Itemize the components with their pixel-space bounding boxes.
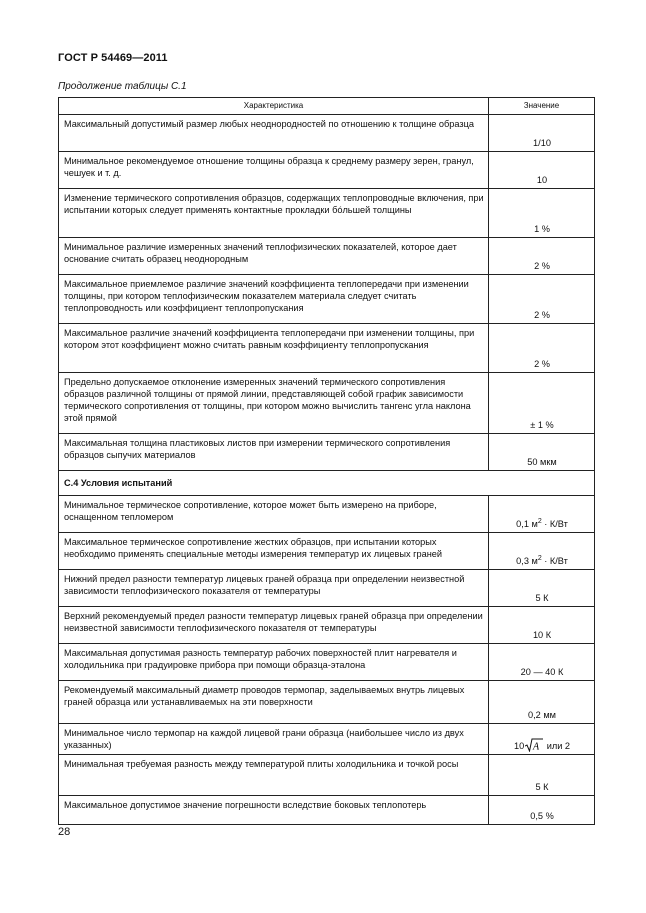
value-cell: 50 мкм: [489, 434, 595, 471]
table-row: [59, 570, 595, 607]
table-row: [59, 324, 595, 373]
value-cell: 10 К: [489, 607, 595, 644]
table-row: [59, 275, 595, 324]
characteristic-cell: Минимальное термическое сопротивление, которое может быть измерено на приборе, оснащенном тепломером: [59, 496, 489, 533]
value-cell: 2 %: [489, 275, 595, 324]
table-row: [59, 755, 595, 796]
table-row: [59, 373, 595, 434]
value-cell: 2 %: [489, 238, 595, 275]
section-row: [59, 471, 595, 496]
table-row: [59, 434, 595, 471]
characteristic-cell: Рекомендуемый максимальный диаметр проводов термопар, заделываемых внутрь лицевых граней образца или устанавливаемых на эти поверхности: [59, 681, 489, 724]
table-row: [59, 115, 595, 152]
table-row: [59, 607, 595, 644]
table-caption: Продолжение таблицы С.1: [58, 81, 187, 92]
value-unit: · К/Вт: [541, 519, 568, 529]
value-superscript: 2: [537, 554, 542, 562]
square-root-icon: [525, 738, 543, 752]
sqrt-radicand: A: [533, 741, 540, 752]
page-number: 28: [58, 826, 71, 838]
column-header-characteristic: Характеристика: [59, 98, 489, 115]
value-cell: [489, 533, 595, 570]
table-row: [59, 681, 595, 724]
table-row: [59, 644, 595, 681]
characteristic-cell: Минимальное рекомендуемое отношение толщины образца к среднему размеру зерен, гранул, чешуек и т. д.: [59, 152, 489, 189]
characteristic-cell: Максимальный допустимый размер любых неоднородностей по отношению к толщине образца: [59, 115, 489, 152]
value-cell: [489, 724, 595, 755]
table-row: [59, 796, 595, 825]
table-header-row: [59, 98, 595, 115]
value-cell: 0,5 %: [489, 796, 595, 825]
value-unit: · К/Вт: [541, 556, 568, 566]
characteristic-cell: Минимальное различие измеренных значений теплофизических показателей, которое дает основание считать образец неоднородным: [59, 238, 489, 275]
value-cell: 1/10: [489, 115, 595, 152]
value-superscript: 2: [537, 517, 542, 525]
characteristic-cell: Предельно допускаемое отклонение измеренных значений термического сопротивления образцов различной толщины от прямой линии, представляющей собой график зависимости термического сопротивления от толщины, при котором можно вычислить тангенс угла наклона этой прямой: [59, 373, 489, 434]
table-row: [59, 724, 595, 755]
value-cell: 1 %: [489, 189, 595, 238]
value-suffix: или 2: [546, 741, 571, 751]
value-cell: [489, 496, 595, 533]
document-header: ГОСТ Р 54469—2011: [58, 52, 168, 64]
column-header-value: Значение: [489, 98, 595, 115]
characteristics-table: [58, 97, 595, 825]
characteristic-cell: Максимальное различие значений коэффициента теплопередачи при изменении толщины, при котором этот коэффициент можно считать равным коэффициенту теплопропускания: [59, 324, 489, 373]
table-row: [59, 189, 595, 238]
table-row: [59, 496, 595, 533]
table-row: [59, 238, 595, 275]
value-cell: ± 1 %: [489, 373, 595, 434]
value-cell: 5 К: [489, 570, 595, 607]
characteristic-cell: Минимальная требуемая разность между температурой плиты холодильника и точкой росы: [59, 755, 489, 796]
table-row: [59, 533, 595, 570]
characteristic-cell: Изменение термического сопротивления образцов, содержащих теплопроводные включения, при испытании которых следует применять контактные прокладки бóльшей толщины: [59, 189, 489, 238]
characteristic-cell: Нижний предел разности температур лицевых граней образца при определении неизвестной зависимости теплофизического показателя от температуры: [59, 570, 489, 607]
section-title: С.4 Условия испытаний: [59, 471, 595, 496]
characteristic-cell: Максимальное термическое сопротивление жестких образцов, при испытании которых необходимо применять специальные методы измерения температур их лицевых граней: [59, 533, 489, 570]
characteristic-cell: Максимальная толщина пластиковых листов при измерении термического сопротивления образцов сыпучих материалов: [59, 434, 489, 471]
value-cell: 10: [489, 152, 595, 189]
characteristic-cell: Верхний рекомендуемый предел разности температур лицевых граней образца при определении неизвестной зависимости теплофизического показателя от температуры: [59, 607, 489, 644]
value-cell: 5 К: [489, 755, 595, 796]
value-cell: 20 — 40 К: [489, 644, 595, 681]
value-main: 0,1 м: [516, 519, 538, 529]
value-prefix: 10: [513, 741, 525, 751]
characteristic-cell: Максимальная допустимая разность температур рабочих поверхностей плит нагревателя и холодильника при градуировке прибора при помощи образца-эталона: [59, 644, 489, 681]
characteristic-cell: Максимальное приемлемое различие значений коэффициента теплопередачи при изменении толщины, при котором теплофизическим показателем материала следует считать теплопроводность или коэффициент теплопропускания: [59, 275, 489, 324]
characteristic-cell: Минимальное число термопар на каждой лицевой грани образца (наибольшее число из двух указанных): [59, 724, 489, 755]
value-cell: 0,2 мм: [489, 681, 595, 724]
characteristic-cell: Максимальное допустимое значение погрешности вследствие боковых теплопотерь: [59, 796, 489, 825]
value-main: 0,3 м: [516, 556, 538, 566]
value-cell: 2 %: [489, 324, 595, 373]
table-row: [59, 152, 595, 189]
